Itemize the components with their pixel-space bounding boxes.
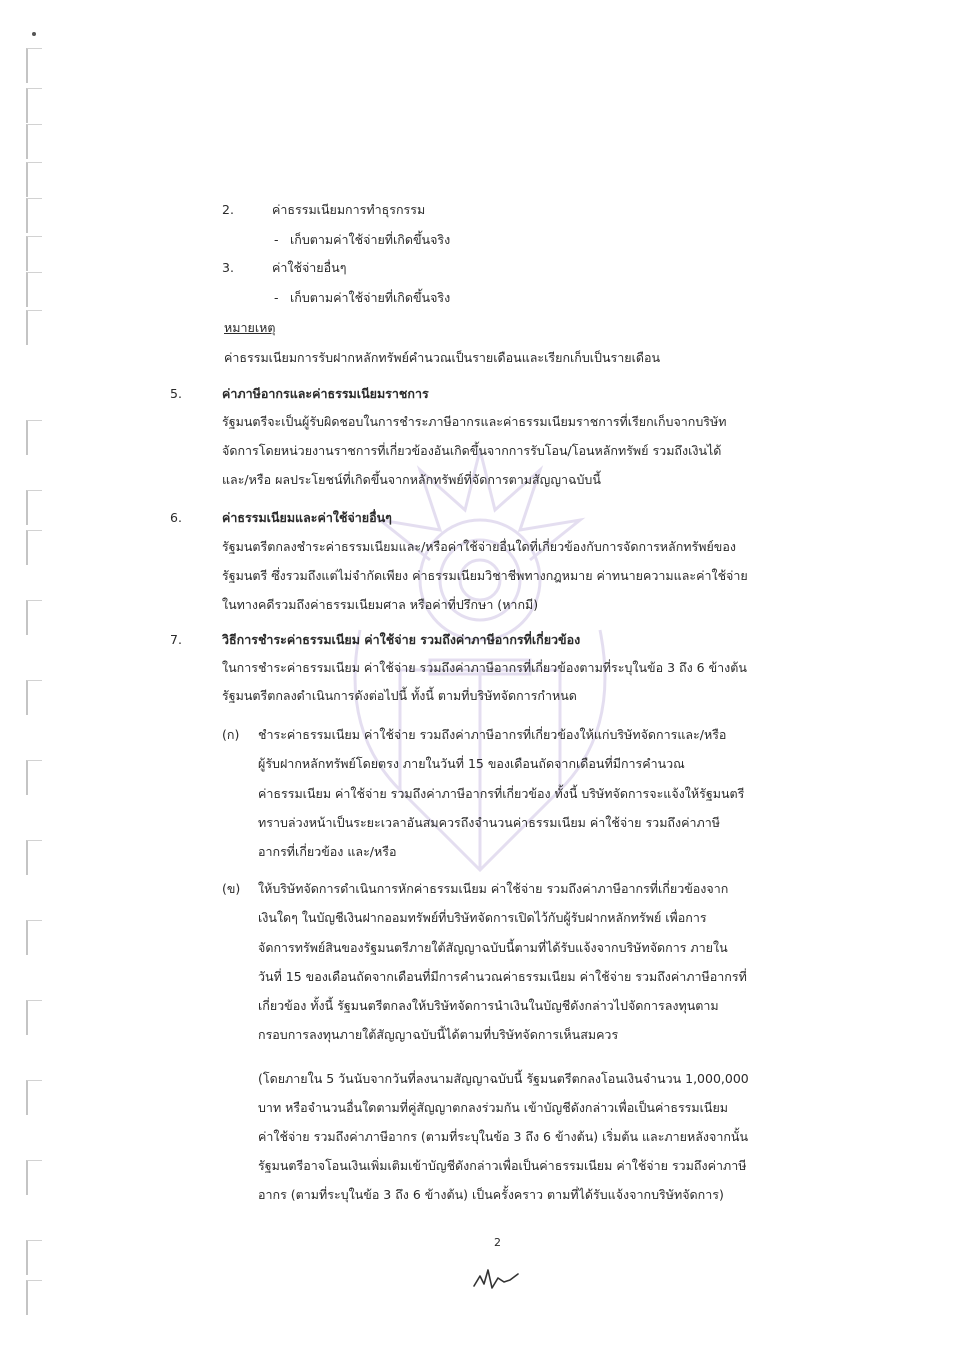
paragraph-line: (โดยภายใน 5 วันนับจากวันที่ลงนามสัญญาฉบับนี้ รัฐมนตรีตกลงโอนเงินจำนวน 1,000,000 [258, 1071, 749, 1086]
section-number: 7. [170, 632, 182, 647]
item-number: 3. [222, 260, 234, 275]
section-line: ในทางคดีรวมถึงค่าธรรมเนียมศาล หรือค่าที่ปรึกษา (หากมี) [222, 597, 539, 612]
binding-mark [26, 162, 42, 197]
signature-icon [470, 1262, 530, 1292]
item-text: เก็บตามค่าใช้จ่ายที่เกิดขึ้นจริง [290, 232, 451, 247]
binding-mark [26, 840, 42, 875]
section-title: ค่าภาษีอากรและค่าธรรมเนียมราชการ [222, 386, 429, 401]
subitem-line: กรอบการลงทุนภายใต้สัญญาฉบับนี้ได้ตามที่บริษัทจัดการเห็นสมควร [258, 1027, 619, 1042]
note-text: ค่าธรรมเนียมการรับฝากหลักทรัพย์คำนวณเป็นรายเดือนและเรียกเก็บเป็นรายเดือน [224, 350, 661, 365]
bullet: - [274, 290, 279, 305]
binding-mark [26, 490, 42, 525]
binding-mark [26, 310, 42, 345]
binding-mark [26, 88, 42, 123]
subitem-line: จัดการทรัพย์สินของรัฐมนตรีภายใต้สัญญาฉบับนี้ตามที่ได้รับแจ้งจากบริษัทจัดการ ภายใน [258, 940, 728, 955]
section-line: รัฐมนตรีตกลงดำเนินการดังต่อไปนี้ ทั้งนี้ ตามที่บริษัทจัดการกำหนด [222, 688, 577, 703]
subitem-label: (ข) [222, 881, 241, 896]
section-line: รัฐมนตรีตกลงชำระค่าธรรมเนียมและ/หรือค่าใช้จ่ายอื่นใดที่เกี่ยวข้องกับการจัดการหลักทรัพย์ของ [222, 539, 736, 554]
binding-mark [26, 1000, 42, 1035]
binding-mark [26, 198, 42, 233]
binding-mark [26, 680, 42, 715]
subitem-line: อากรที่เกี่ยวข้อง และ/หรือ [258, 844, 397, 859]
binding-mark [26, 48, 42, 83]
section-number: 5. [170, 386, 182, 401]
subitem-line: ค่าธรรมเนียม ค่าใช้จ่าย รวมถึงค่าภาษีอากรที่เกี่ยวข้อง ทั้งนี้ บริษัทจัดการจะแจ้งให้รัฐมนตรี [258, 786, 745, 801]
subitem-line: ทราบล่วงหน้าเป็นระยะเวลาอันสมควรถึงจำนวนค่าธรรมเนียม ค่าใช้จ่าย รวมถึงค่าภาษี [258, 815, 720, 830]
binding-mark [26, 124, 42, 159]
item-title: ค่าธรรมเนียมการทำธุรกรรม [272, 202, 426, 217]
paragraph-line: ค่าใช้จ่าย รวมถึงค่าภาษีอากร (ตามที่ระบุในข้อ 3 ถึง 6 ข้างต้น) เริ่มต้น และภายหลังจากนั้น [258, 1129, 749, 1144]
item-number: 2. [222, 202, 234, 217]
subitem-line: วันที่ 15 ของเดือนถัดจากเดือนที่มีการคำนวณค่าธรรมเนียม ค่าใช้จ่าย รวมถึงค่าภาษีอากรที่ [258, 969, 747, 984]
subitem-line: เกี่ยวข้อง ทั้งนี้ รัฐมนตรีตกลงให้บริษัทจัดการนำเงินในบัญชีดังกล่าวไปจัดการลงทุนตาม [258, 998, 719, 1013]
binding-mark [26, 1280, 42, 1315]
subitem-line: ชำระค่าธรรมเนียม ค่าใช้จ่าย รวมถึงค่าภาษีอากรที่เกี่ยวข้องให้แก่บริษัทจัดการและ/หรือ [258, 727, 727, 742]
binding-mark [26, 920, 42, 955]
subitem-line: ผู้รับฝากหลักทรัพย์โดยตรง ภายในวันที่ 15 ของเดือนถัดจากเดือนที่มีการคำนวณ [258, 756, 685, 771]
binding-mark [26, 272, 42, 307]
binding-mark [26, 760, 42, 795]
subitem-line: เงินใดๆ ในบัญชีเงินฝากออมทรัพย์ที่บริษัทจัดการเปิดไว้กับผู้รับฝากหลักทรัพย์ เพื่อการ [258, 910, 707, 925]
section-line: รัฐมนตรี ซึ่งรวมถึงแต่ไม่จำกัดเพียง ค่าธรรมเนียมวิชาชีพทางกฎหมาย ค่าทนายความและค่าใช้จ่าย [222, 568, 748, 583]
binding-mark [26, 600, 42, 635]
binding-mark [26, 1080, 42, 1115]
binding-mark [26, 530, 42, 565]
page-number: 2 [494, 1236, 501, 1249]
section-line: ในการชำระค่าธรรมเนียม ค่าใช้จ่าย รวมถึงค่าภาษีอากรที่เกี่ยวข้องตามที่ระบุในข้อ 3 ถึง 6 ข้างต้น [222, 660, 747, 675]
item-title: ค่าใช้จ่ายอื่นๆ [272, 260, 347, 275]
section-title: ค่าธรรมเนียมและค่าใช้จ่ายอื่นๆ [222, 510, 392, 525]
binding-mark [26, 420, 42, 455]
note-heading: หมายเหตุ [224, 320, 276, 335]
paragraph-line: บาท หรือจำนวนอื่นใดตามที่คู่สัญญาตกลงร่วมกัน เข้าบัญชีดังกล่าวเพื่อเป็นค่าธรรมเนียม [258, 1100, 729, 1115]
binding-mark [26, 1160, 42, 1195]
subitem-label: (ก) [222, 727, 240, 742]
section-line: รัฐมนตรีจะเป็นผู้รับผิดชอบในการชำระภาษีอากรและค่าธรรมเนียมราชการที่เรียกเก็บจากบริษัท [222, 414, 727, 429]
paragraph-line: อากร (ตามที่ระบุในข้อ 3 ถึง 6 ข้างต้น) เป็นครั้งคราว ตามที่ได้รับแจ้งจากบริษัทจัดการ) [258, 1187, 724, 1202]
item-text: เก็บตามค่าใช้จ่ายที่เกิดขึ้นจริง [290, 290, 451, 305]
bullet: - [274, 232, 279, 247]
section-title: วิธีการชำระค่าธรรมเนียม ค่าใช้จ่าย รวมถึงค่าภาษีอากรที่เกี่ยวข้อง [222, 632, 581, 647]
section-line: จัดการโดยหน่วยงานราชการที่เกี่ยวข้องอันเกิดขึ้นจากการรับโอน/โอนหลักทรัพย์ รวมถึงเงินได้ [222, 443, 722, 458]
binding-dot [32, 32, 36, 36]
binding-mark [26, 1240, 42, 1275]
binding-edge [20, 0, 50, 1346]
binding-mark [26, 236, 42, 271]
section-line: และ/หรือ ผลประโยชน์ที่เกิดขึ้นจากหลักทรัพย์ที่จัดการตามสัญญาฉบับนี้ [222, 472, 601, 487]
subitem-line: ให้บริษัทจัดการดำเนินการหักค่าธรรมเนียม ค่าใช้จ่าย รวมถึงค่าภาษีอากรที่เกี่ยวข้องจาก [258, 881, 729, 896]
section-number: 6. [170, 510, 182, 525]
paragraph-line: รัฐมนตรีอาจโอนเงินเพิ่มเติมเข้าบัญชีดังกล่าวเพื่อเป็นค่าธรรมเนียม ค่าใช้จ่าย รวมถึงค่าภาษี [258, 1158, 747, 1173]
